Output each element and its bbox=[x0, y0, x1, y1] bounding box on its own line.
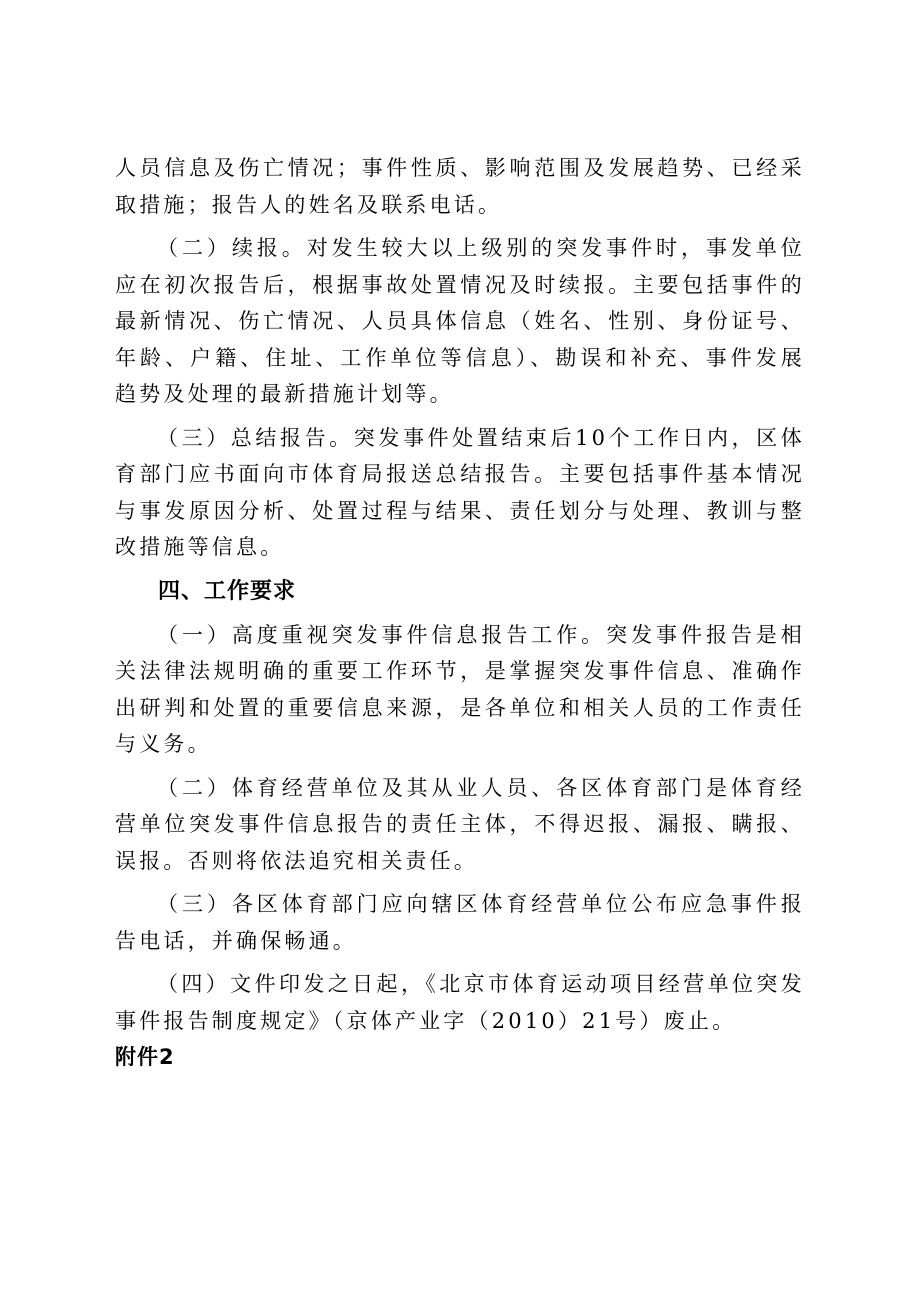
paragraph-requirement-1: （一）高度重视突发事件信息报告工作。突发事件报告是相关法律法规明确的重要工作环节，是掌握突发事件信息、准确作出研判和处置的重要信息来源，是各单位和相关人员的工作责任与义务。 bbox=[115, 622, 805, 756]
paragraph-continuation: 人员信息及伤亡情况；事件性质、影响范围及发展趋势、已经采取措施；报告人的姓名及联系电话。 bbox=[115, 156, 805, 217]
paragraph-requirement-2: （二）体育经营单位及其从业人员、各区体育部门是体育经营单位突发事件信息报告的责任主体，不得迟报、漏报、瞒报、误报。否则将依法追究相关责任。 bbox=[115, 775, 805, 873]
section-heading-requirements: 四、工作要求 bbox=[158, 578, 297, 604]
paragraph-summary-report: （三）总结报告。突发事件处置结束后10个工作日内，区体育部门应书面向市体育局报送总结报告。主要包括事件基本情况与事发原因分析、处置过程与结果、责任划分与处理、教训与整改措施等信息。 bbox=[115, 425, 805, 559]
paragraph-requirement-3: （三）各区体育部门应向辖区体育经营单位公布应急事件报告电话，并确保畅通。 bbox=[115, 892, 805, 953]
paragraph-follow-up-report: （二）续报。对发生较大以上级别的突发事件时，事发单位应在初次报告后，根据事故处置情况及时续报。主要包括事件的最新情况、伤亡情况、人员具体信息（姓名、性别、身份证号、年龄、户籍、住址、工作单位等信息）、勘误和补充、事件发展趋势及处理的最新措施计划等。 bbox=[115, 236, 805, 406]
document-page bbox=[115, 150, 805, 1076]
paragraph-requirement-4: （四）文件印发之日起，《北京市体育运动项目经营单位突发事件报告制度规定》（京体产业字（2010）21号）废止。 bbox=[115, 972, 805, 1033]
attachment-label: 附件2 bbox=[115, 1045, 175, 1069]
